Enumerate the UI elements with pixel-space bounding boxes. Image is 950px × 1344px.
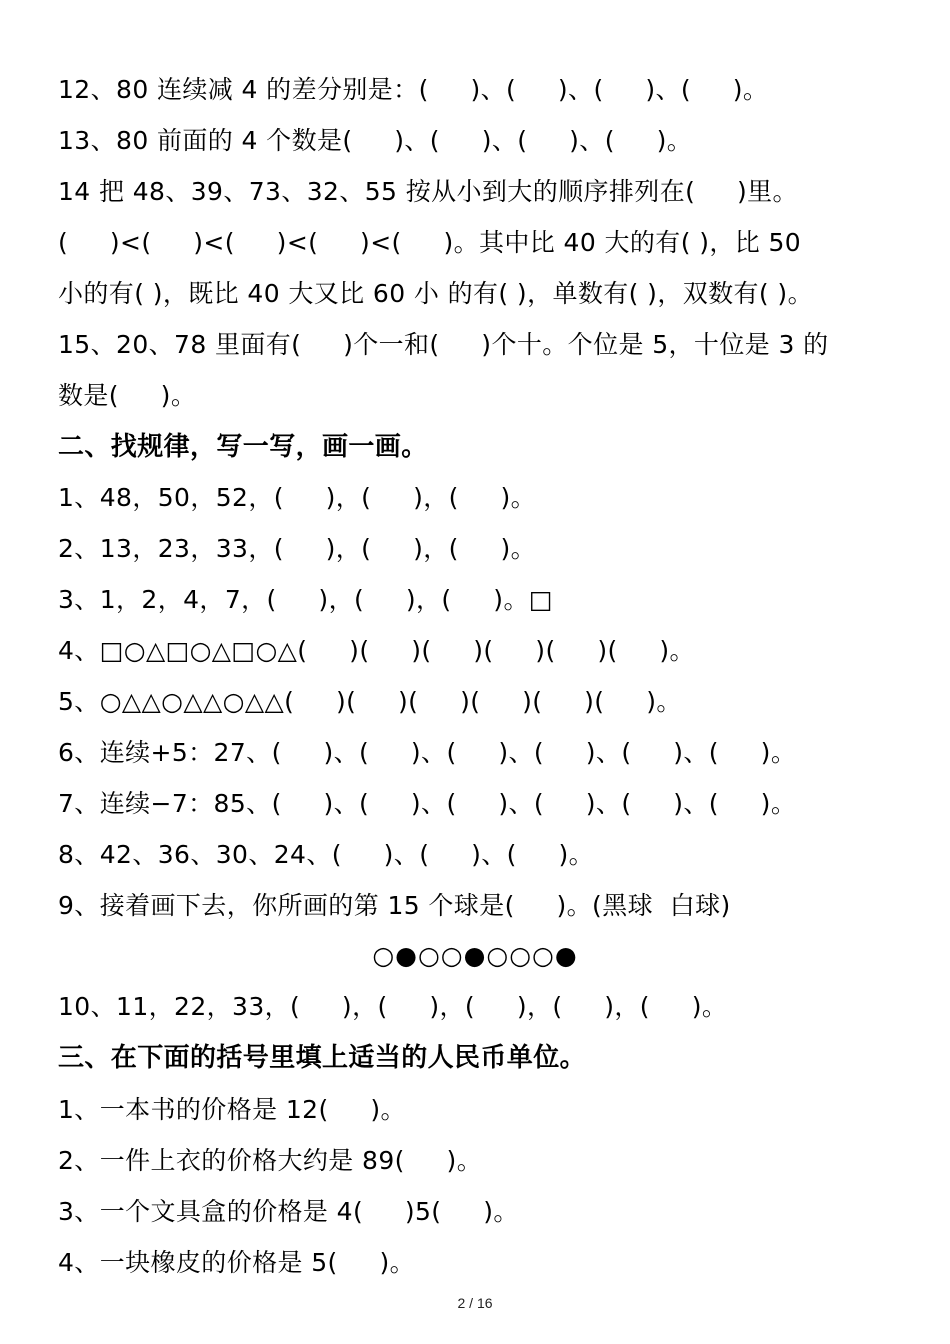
section-2-question-6: 6、连续+5：27、( )、( )、( )、( )、( )、( )。 [58, 738, 797, 767]
section-2-question-3: 3、1，2，4，7，( )，( )，( )。□ [58, 585, 553, 614]
section-3-heading: 三、在下面的括号里填上适当的人民币单位。 [58, 1043, 587, 1073]
section-2-question-10: 10、11，22，33，( )，( )，( )，( )，( )。 [58, 992, 728, 1021]
section-2-question-8: 8、42、36、30、24、( )、( )、( )。 [58, 840, 595, 869]
section-3-question-1: 1、一本书的价格是 12( )。 [58, 1095, 406, 1124]
ball-pattern: ○●○○●○○○● [372, 941, 578, 970]
section-3-question-2: 2、一件上衣的价格大约是 89( )。 [58, 1146, 483, 1175]
section-2-question-9: 9、接着画下去，你所画的第 15 个球是( )。(黑球 白球) [58, 891, 731, 920]
question-13: 13、80 前面的 4 个数是( )、( )、( )、( )。 [58, 126, 693, 155]
section-3-question-4: 4、一块橡皮的价格是 5( )。 [58, 1248, 415, 1277]
question-15-line-1: 15、20、78 里面有( )个一和( )个十。个位是 5，十位是 3 的 [58, 330, 829, 359]
question-15-line-2: 数是( )。 [58, 381, 197, 410]
section-3-question-3: 3、一个文具盒的价格是 4( )5( )。 [58, 1197, 519, 1226]
question-14-line-2: ( )<( )<( )<( )<( )。其中比 40 大的有( )，比 50 [58, 228, 802, 257]
page-number: 2 / 16 [457, 1295, 493, 1311]
section-2-question-1: 1、48，50，52，( )，( )，( )。 [58, 483, 537, 512]
section-2-question-2: 2、13，23，33，( )，( )，( )。 [58, 534, 537, 563]
section-2-question-5: 5、○△△○△△○△△( )( )( )( )( )( )。 [58, 687, 682, 716]
section-2-question-7: 7、连续−7：85、( )、( )、( )、( )、( )、( )。 [58, 789, 797, 818]
question-12: 12、80 连续减 4 的差分别是：( )、( )、( )、( )。 [58, 75, 769, 104]
section-2-question-4: 4、□○△□○△□○△( )( )( )( )( )( )。 [58, 636, 695, 665]
section-2-heading: 二、找规律，写一写，画一画。 [58, 432, 428, 462]
question-14-line-3: 小的有( )，既比 40 大又比 60 小 的有( )，单数有( )，双数有( )。 [58, 279, 813, 308]
question-14-line-1: 14 把 48、39、73、32、55 按从小到大的顺序排列在( )里。 [58, 177, 798, 206]
